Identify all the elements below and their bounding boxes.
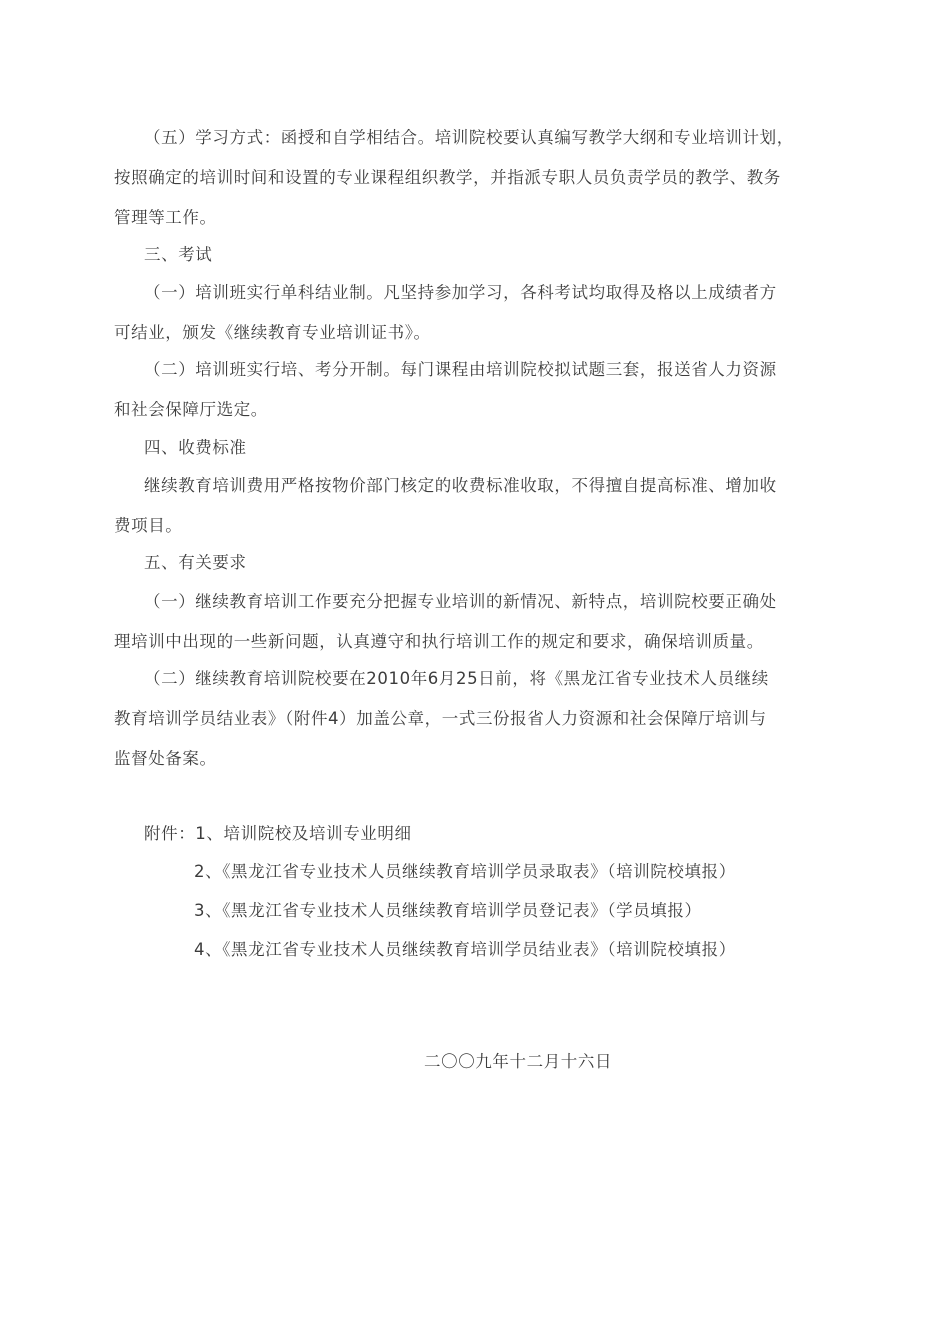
section-heading: 三、考试 [144, 245, 213, 264]
paragraph-line: （五）学习方式：函授和自学相结合。培训院校要认真编写教学大纲和专业培训计划， [144, 128, 794, 147]
paragraph-line: （二）继续教育培训院校要在2010年6月25日前，将《黑龙江省专业技术人员继续 [144, 669, 769, 688]
paragraph-line: 和社会保障厅选定。 [114, 400, 268, 419]
paragraph-line: 可结业，颁发《继续教育专业培训证书》。 [114, 323, 431, 342]
attachment-item: 3、《黑龙江省专业技术人员继续教育培训学员登记表》（学员填报） [194, 901, 702, 920]
paragraph-line: 按照确定的培训时间和设置的专业课程组织教学，并指派专职人员负责学员的教学、教务 [114, 168, 781, 187]
section-heading: 四、收费标准 [144, 438, 247, 457]
attachment-item: 附件：1、培训院校及培训专业明细 [144, 824, 412, 843]
attachment-item: 2、《黑龙江省专业技术人员继续教育培训学员录取表》（培训院校填报） [194, 862, 736, 881]
document-date: 二〇〇九年十二月十六日 [424, 1052, 613, 1071]
paragraph-line: （一）继续教育培训工作要充分把握专业培训的新情况、新特点，培训院校要正确处 [144, 592, 777, 611]
paragraph-line: （一）培训班实行单科结业制。凡坚持参加学习，各科考试均取得及格以上成绩者方 [144, 283, 777, 302]
paragraph-line: 教育培训学员结业表》（附件4）加盖公章，一式三份报省人力资源和社会保障厅培训与 [114, 709, 767, 728]
paragraph-line: （二）培训班实行培、考分开制。每门课程由培训院校拟试题三套，报送省人力资源 [144, 360, 777, 379]
section-heading: 五、有关要求 [144, 553, 247, 572]
paragraph-line: 继续教育培训费用严格按物价部门核定的收费标准收取，不得擅自提高标准、增加收 [144, 476, 777, 495]
paragraph-line: 监督处备案。 [114, 749, 217, 768]
paragraph-line: 费项目。 [114, 516, 183, 535]
paragraph-line: 理培训中出现的一些新问题，认真遵守和执行培训工作的规定和要求，确保培训质量。 [114, 632, 764, 651]
attachment-item: 4、《黑龙江省专业技术人员继续教育培训学员结业表》（培训院校填报） [194, 940, 736, 959]
paragraph-line: 管理等工作。 [114, 208, 217, 227]
